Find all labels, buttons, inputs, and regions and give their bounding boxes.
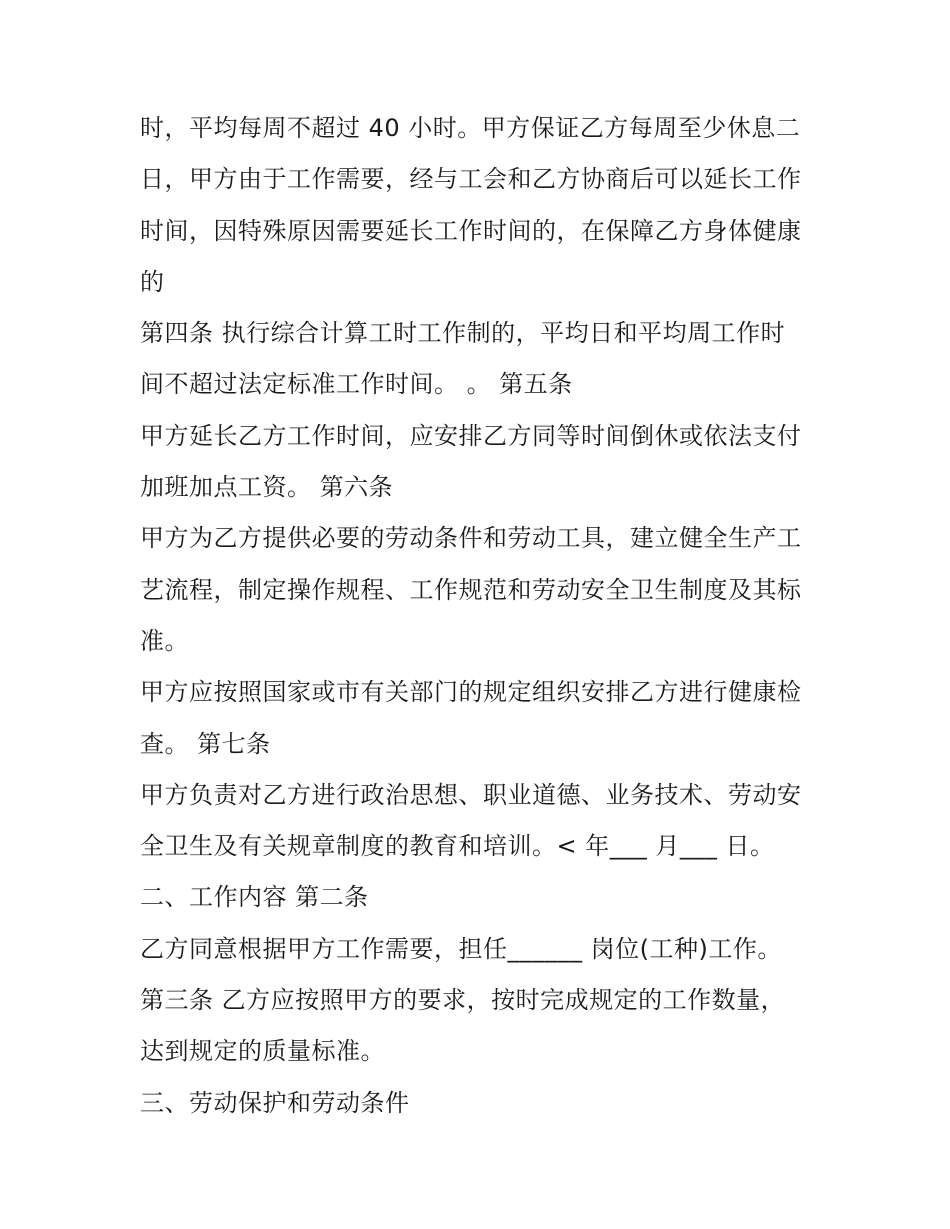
text-line: 艺流程，制定操作规程、工作规范和劳动安全卫生制度及其标 bbox=[140, 575, 802, 604]
text-line: 加班加点工资。 第六条 bbox=[140, 473, 394, 502]
text-line: 全卫生及有关规章制度的教育和培训。< 年___ 月___ 日。 bbox=[140, 832, 775, 861]
text-line: 三、劳动保护和劳动条件 bbox=[140, 1088, 410, 1117]
text-line: 时，平均每周不超过 40 小时。甲方保证乙方每周至少休息二 bbox=[140, 114, 801, 142]
text-line: 甲方为乙方提供必要的劳动条件和劳动工具，建立健全生产工 bbox=[140, 524, 802, 553]
text-line: 甲方应按照国家或市有关部门的规定组织安排乙方进行健康检 bbox=[140, 678, 802, 707]
text-line: 查。 第七条 bbox=[140, 729, 271, 758]
text-line: 甲方延长乙方工作时间，应安排乙方同等时间倒休或依法支付 bbox=[140, 421, 802, 450]
text-line: 的 bbox=[140, 267, 165, 296]
text-line: 时间，因特殊原因需要延长工作时间的，在保障乙方身体健康 bbox=[140, 216, 802, 245]
text-line: 准。 bbox=[140, 626, 189, 655]
text-line: 乙方同意根据甲方工作需要，担任______ 岗位(工种)工作。 bbox=[140, 934, 782, 963]
text-line: 二、工作内容 第二条 bbox=[140, 883, 369, 912]
text-line: 甲方负责对乙方进行政治思想、职业道德、业务技术、劳动安 bbox=[140, 780, 802, 809]
text-line: 间不超过法定标准工作时间。 。 第五条 bbox=[140, 370, 573, 399]
document-body bbox=[140, 103, 820, 1129]
text-line: 第三条 乙方应按照甲方的要求，按时完成规定的工作数量， bbox=[140, 986, 786, 1015]
text-line: 第四条 执行综合计算工时工作制的，平均日和平均周工作时 bbox=[140, 319, 786, 348]
text-line: 达到规定的质量标准。 bbox=[140, 1037, 385, 1066]
text-line: 日，甲方由于工作需要，经与工会和乙方协商后可以延长工作 bbox=[140, 165, 802, 194]
